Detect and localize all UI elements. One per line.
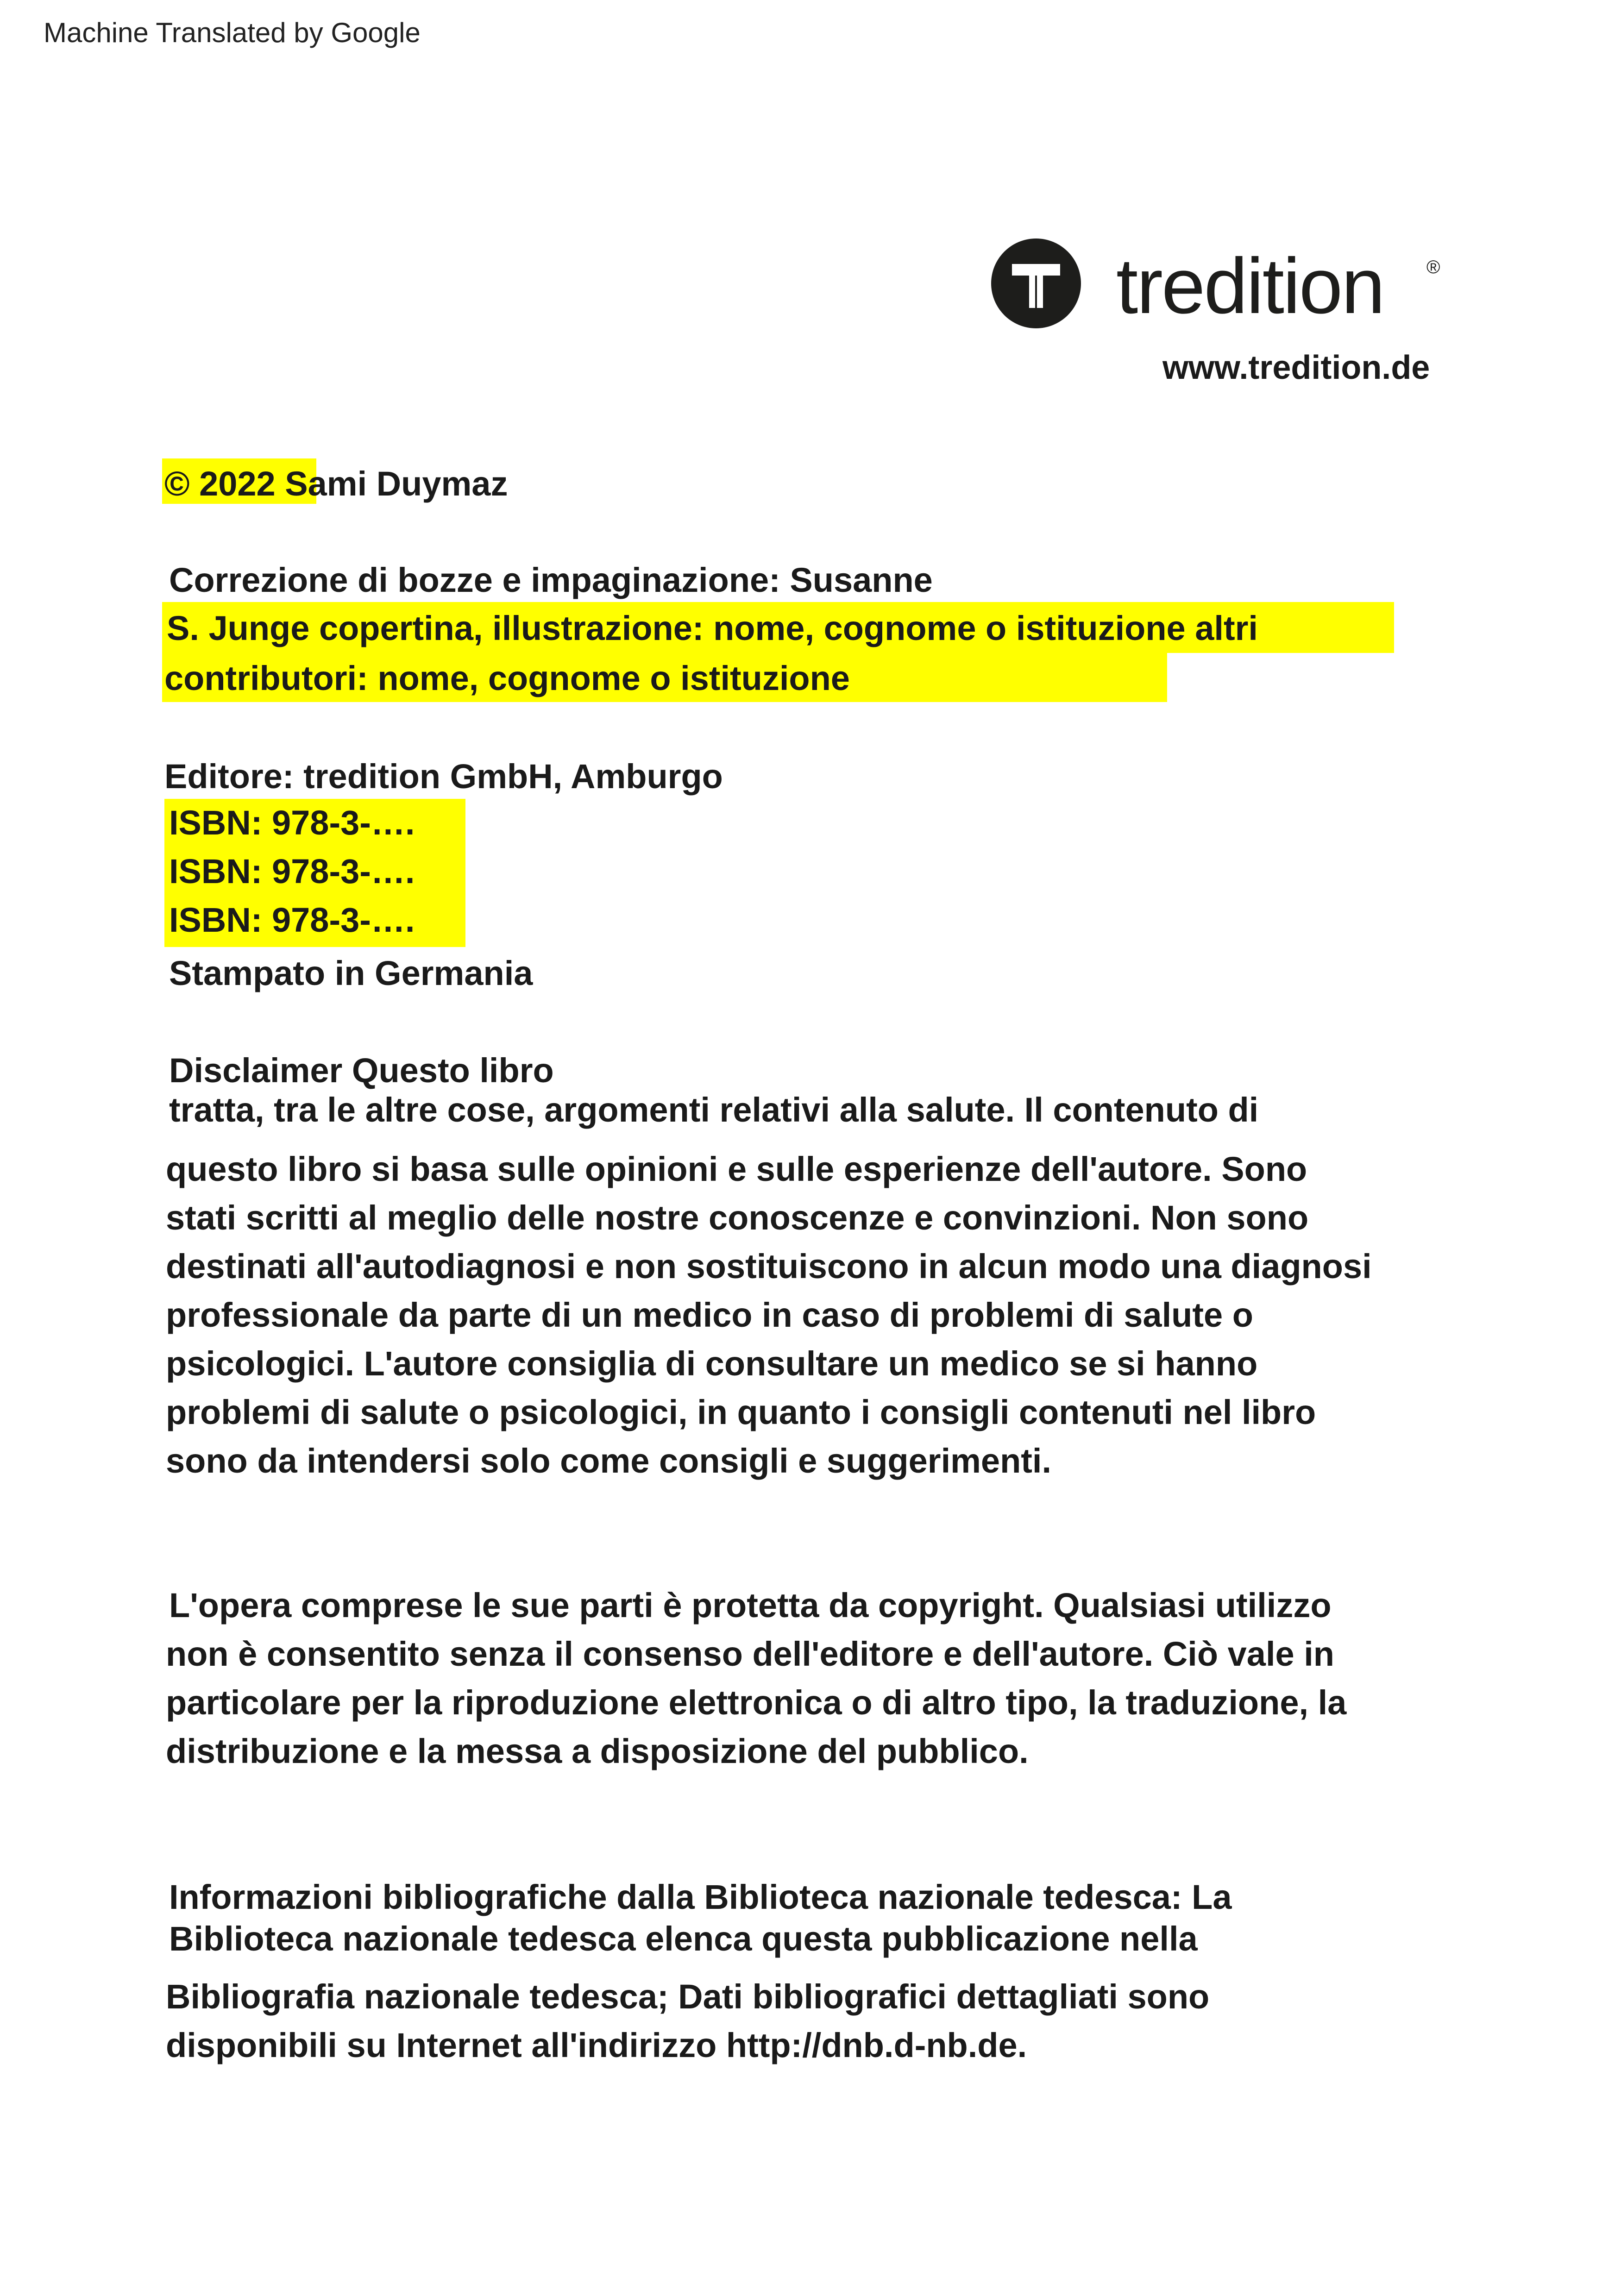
disclaimer-line: questo libro si basa sulle opinioni e sulle esperienze dell'autore. Sono: [166, 1150, 1307, 1188]
publisher-url[interactable]: www.tredition.de: [1162, 349, 1430, 386]
tredition-wordmark: tredition: [1116, 242, 1384, 330]
copyright-line: © 2022 Sami Duymaz: [164, 464, 508, 503]
copyright-notice-line: particolare per la riproduzione elettronica o di altro tipo, la traduzione, la: [166, 1683, 1347, 1722]
printed-in: Stampato in Germania: [169, 954, 533, 992]
credits-line-2: S. Junge copertina, illustrazione: nome, cognome o istituzione altri: [167, 609, 1258, 647]
copyright-notice-line: L'opera comprese le sue parti è protetta da copyright. Qualsiasi utilizzo: [169, 1586, 1332, 1625]
bibliography-line: Informazioni bibliografiche dalla Biblioteca nazionale tedesca: La: [169, 1878, 1232, 1916]
disclaimer-line: destinati all'autodiagnosi e non sostituiscono in alcun modo una diagnosi: [166, 1247, 1372, 1286]
machine-translation-note: Machine Translated by Google: [44, 17, 421, 48]
tredition-logo: [991, 238, 1454, 331]
copyright-notice-line: distribuzione e la messa a disposizione del pubblico.: [166, 1732, 1029, 1770]
publisher-editor: Editore: tredition GmbH, Amburgo: [164, 757, 723, 796]
bibliography-line: Biblioteca nazionale tedesca elenca questa pubblicazione nella: [169, 1920, 1198, 1958]
disclaimer-line: problemi di salute o psicologici, in quanto i consigli contenuti nel libro: [166, 1393, 1316, 1431]
isbn-2: ISBN: 978-3-….: [169, 852, 415, 891]
disclaimer-line: tratta, tra le altre cose, argomenti relativi alla salute. Il contenuto di: [169, 1091, 1259, 1129]
credits-line-1: Correzione di bozze e impaginazione: Susanne: [169, 561, 933, 599]
disclaimer-line: psicologici. L'autore consiglia di consultare un medico se si hanno: [166, 1344, 1258, 1383]
bibliography-line: Bibliografia nazionale tedesca; Dati bibliografici dettagliati sono: [166, 1977, 1210, 2016]
disclaimer-line: stati scritti al meglio delle nostre conoscenze e convinzioni. Non sono: [166, 1198, 1309, 1237]
bibliography-line: disponibili su Internet all'indirizzo http://dnb.d-nb.de.: [166, 2026, 1027, 2064]
tredition-logo-icon: [991, 238, 1081, 328]
copyright-notice-line: non è consentito senza il consenso dell'editore e dell'autore. Ciò vale in: [166, 1635, 1334, 1673]
disclaimer-line: sono da intendersi solo come consigli e suggerimenti.: [166, 1442, 1052, 1480]
disclaimer-heading: Disclaimer Questo libro: [169, 1051, 554, 1090]
disclaimer-line: professionale da parte di un medico in caso di problemi di salute o: [166, 1296, 1253, 1334]
isbn-1: ISBN: 978-3-….: [169, 803, 415, 842]
isbn-3: ISBN: 978-3-….: [169, 901, 415, 939]
registered-mark: ®: [1426, 257, 1440, 277]
credits-line-3: contributori: nome, cognome o istituzione: [164, 659, 850, 697]
